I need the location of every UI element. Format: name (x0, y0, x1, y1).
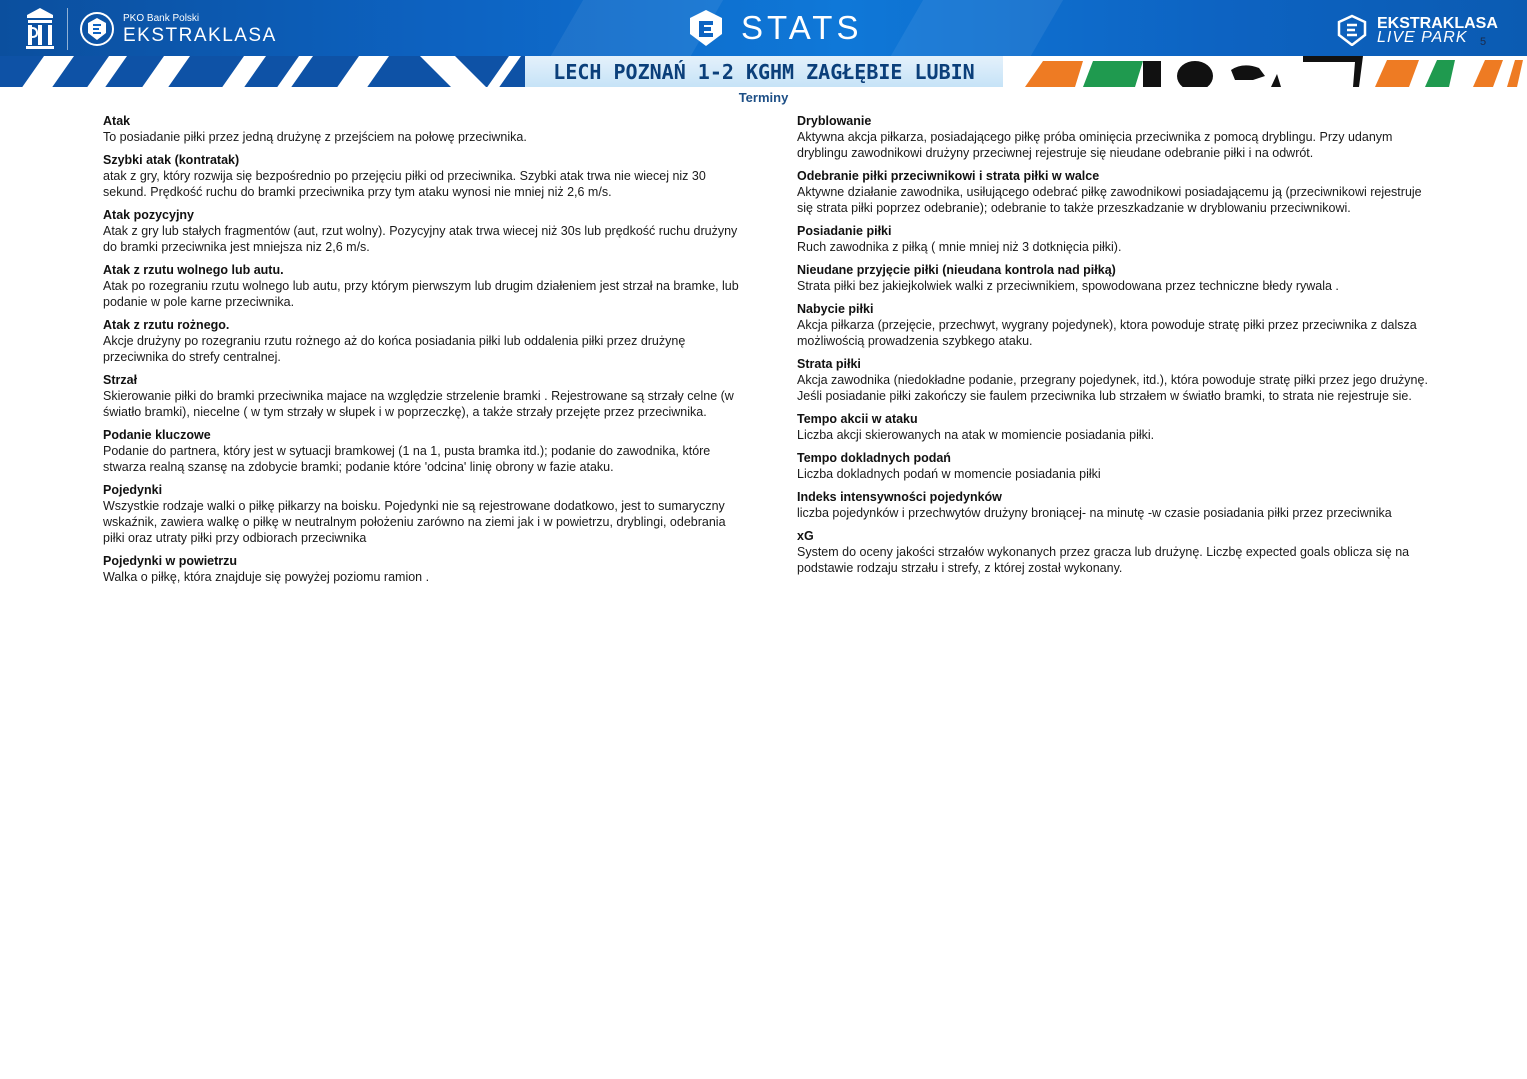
term-name: Dryblowanie (797, 114, 872, 128)
terms-column-right (797, 113, 1437, 583)
term-name: Atak pozycyjny (103, 208, 195, 222)
term-definition: To posiadanie piłki przez jedną drużynę z przejściem na połowę przeciwnika. (103, 130, 527, 144)
section-title: Terminy (738, 90, 789, 105)
live-park-brand: EKSTRAKLASA (1377, 15, 1498, 32)
term-item (103, 372, 743, 420)
term-definition: Aktywne działanie zawodnika, usiłującego odebrać piłkę zawodnikowi posiadającemu ją (przeciwnikowi rejestruje się strata piłki poprzez odebranie); odebranie to także przeszkadzanie w dryblowaniu przeciwnikowi. (797, 185, 1422, 215)
term-name: Pojedynki (103, 483, 163, 497)
term-item (797, 168, 1437, 216)
term-name: Tempo akcii w ataku (797, 412, 918, 426)
pko-logo-icon (22, 6, 58, 50)
term-definition: Podanie do partnera, który jest w sytuacji bramkowej (1 na 1, pusta bramka itd.); podanie do zawodnika, które stwarza realną szansę na zdobycie bramki; podanie które 'odcina' linię obrony w fazie ataku. (103, 444, 711, 474)
term-item (103, 427, 743, 475)
term-name: Tempo dokladnych podań (797, 451, 951, 465)
header-bar (0, 0, 1527, 56)
term-item (797, 450, 1437, 482)
term-name: Posiadanie piłki (797, 224, 892, 238)
term-name: Odebranie piłki przeciwnikowi i strata piłki w walce (797, 169, 1100, 183)
term-definition: Akcje drużyny po rozegraniu rzutu rożnego aż do końca posiadania piłki lub oddalenia piłki przez drużynę przeciwnika do strefy centralnej. (103, 334, 686, 364)
term-name: Strzał (103, 373, 138, 387)
app-title: STATS (741, 9, 863, 46)
term-name: Pojedynki w powietrzu (103, 554, 238, 568)
page-number: 5 (1480, 36, 1487, 48)
term-name: Atak z rzutu rożnego. (103, 318, 230, 332)
term-name: Atak (103, 114, 131, 128)
term-item (797, 411, 1437, 443)
term-name: Nieudane przyjęcie piłki (nieudana kontrola nad piłką) (797, 263, 1116, 277)
live-park-subbrand: LIVE PARK (1377, 29, 1468, 46)
live-park-shield-icon (1336, 14, 1368, 46)
term-item (797, 113, 1437, 161)
term-definition: System do oceny jakości strzałów wykonanych przez gracza lub drużynę. Liczbę expected goals oblicza się na podstawie rodzaju strzału i strefy, z której został wykonany. (797, 545, 1410, 575)
term-name: Szybki atak (kontratak) (103, 153, 240, 167)
term-item (103, 113, 743, 145)
stats-shield-icon (686, 8, 726, 48)
term-definition: Skierowanie piłki do bramki przeciwnika majace na względzie strzelenie bramki . Rejestrowane są strzały celne (w światło bramki), niecelne ( w tym strzały w słupek i w poprzeczkę), a także strzały przejęte przez przeciwnika. (103, 389, 734, 419)
match-title-band (525, 56, 1003, 87)
header-decoration (865, 0, 1074, 56)
term-definition: liczba pojedynków i przechwytów drużyny broniącej- na minutę -w czasie posiadania piłki przez przeciwnika (797, 506, 1392, 520)
ekstraklasa-shield-icon (79, 11, 115, 47)
term-name: Podanie kluczowe (103, 428, 211, 442)
term-item (797, 489, 1437, 521)
term-name: xG (797, 529, 814, 543)
league-name: EKSTRAKLASA (123, 25, 277, 46)
term-definition: Akcja piłkarza (przejęcie, przechwyt, wygrany pojedynek), ktora powoduje stratę piłki przez przeciwnika z dalsza możliwością prowadzenia szybkego ataku. (797, 318, 1417, 348)
term-item (103, 317, 743, 365)
term-definition: Atak z gry lub stałych fragmentów (aut, rzut wolny). Pozycyjny atak trwa wiecej niż 30s lub prędkość ruchu drużyny do bramki przeciwnika jest mniejsza niz 2,6 m/s. (103, 224, 738, 254)
term-name: Indeks intensywności pojedynków (797, 490, 1002, 504)
logo-separator (67, 8, 68, 50)
term-definition: Atak po rozegraniu rzutu wolnego lub autu, przy którym pierwszym lub drugim działeniem jest strzał na bramke, lub podanie w pole karne przeciwnika. (103, 279, 739, 309)
decorative-graphics (1003, 56, 1527, 87)
term-item (797, 301, 1437, 349)
term-item (797, 356, 1437, 404)
term-definition: Aktywna akcja piłkarza, posiadającego piłkę próba ominięcia przeciwnika z pomocą dryblingu. Przy udanym dryblingu zawodnikowi drużyny przeciwnej rejestruje się nieudane odebranie piłki i na odwrót. (797, 130, 1393, 160)
term-name: Nabycie piłki (797, 302, 874, 316)
term-item (797, 262, 1437, 294)
term-item (797, 223, 1437, 255)
term-item (103, 262, 743, 310)
term-item (103, 553, 743, 585)
term-definition: Walka o piłkę, która znajduje się powyżej poziomu ramion . (103, 570, 430, 584)
term-definition: Wszystkie rodzaje walki o piłkę piłkarzy na boisku. Pojedynki nie są rejestrowane dodatkowo, jest to sumaryczny wskaźnik, zawiera walkę o piłkę w neutralnym położeniu zarówno na ziemi jak i w powietrzu, dryblingi, odebrania piłki oraz utraty piłki przy odbiorach przeciwnika (103, 499, 726, 545)
match-title: LECH POZNAŃ 1-2 KGHM ZAGŁĘBIE LUBIN (553, 60, 975, 84)
term-item (103, 207, 743, 255)
term-definition: Liczba dokladnych podań w momencie posiadania piłki (797, 467, 1101, 481)
term-item (103, 482, 743, 546)
term-name: Atak z rzutu wolnego lub autu. (103, 263, 284, 277)
term-name: Strata piłki (797, 357, 861, 371)
term-definition: Ruch zawodnika z piłką ( mnie mniej niż 3 dotknięcia piłki). (797, 240, 1122, 254)
term-definition: Akcja zawodnika (niedokładne podanie, przegrany pojedynek, itd.), która powoduje stratę piłki przez jego drużynę. Jeśli posiadanie piłki zakończy sie faulem przeciwnika lub strzałem w światło bramki, to strata nie rejestruje sie. (797, 373, 1428, 403)
term-definition: Strata piłki bez jakiejkolwiek walki z przeciwnikiem, spowodowana przez techniczne błedy rywala . (797, 279, 1339, 293)
decorative-band-left (0, 56, 525, 87)
term-definition: atak z gry, który rozwija się bezpośrednio po przejęciu piłki od przeciwnika. Szybki atak trwa nie wiecej niz 30 sekund. Prędkość ruchu do bramki przeciwnika przy tym ataku wynosi nie mniej niż 2,6 m/s. (103, 169, 706, 199)
sponsor-name: PKO Bank Polski (123, 13, 200, 24)
term-item (797, 528, 1437, 576)
terms-column-left (103, 113, 743, 592)
decorative-band-right (1003, 56, 1527, 87)
term-item (103, 152, 743, 200)
term-definition: Liczba akcji skierowanych na atak w momiencie posiadania piłki. (797, 428, 1155, 442)
